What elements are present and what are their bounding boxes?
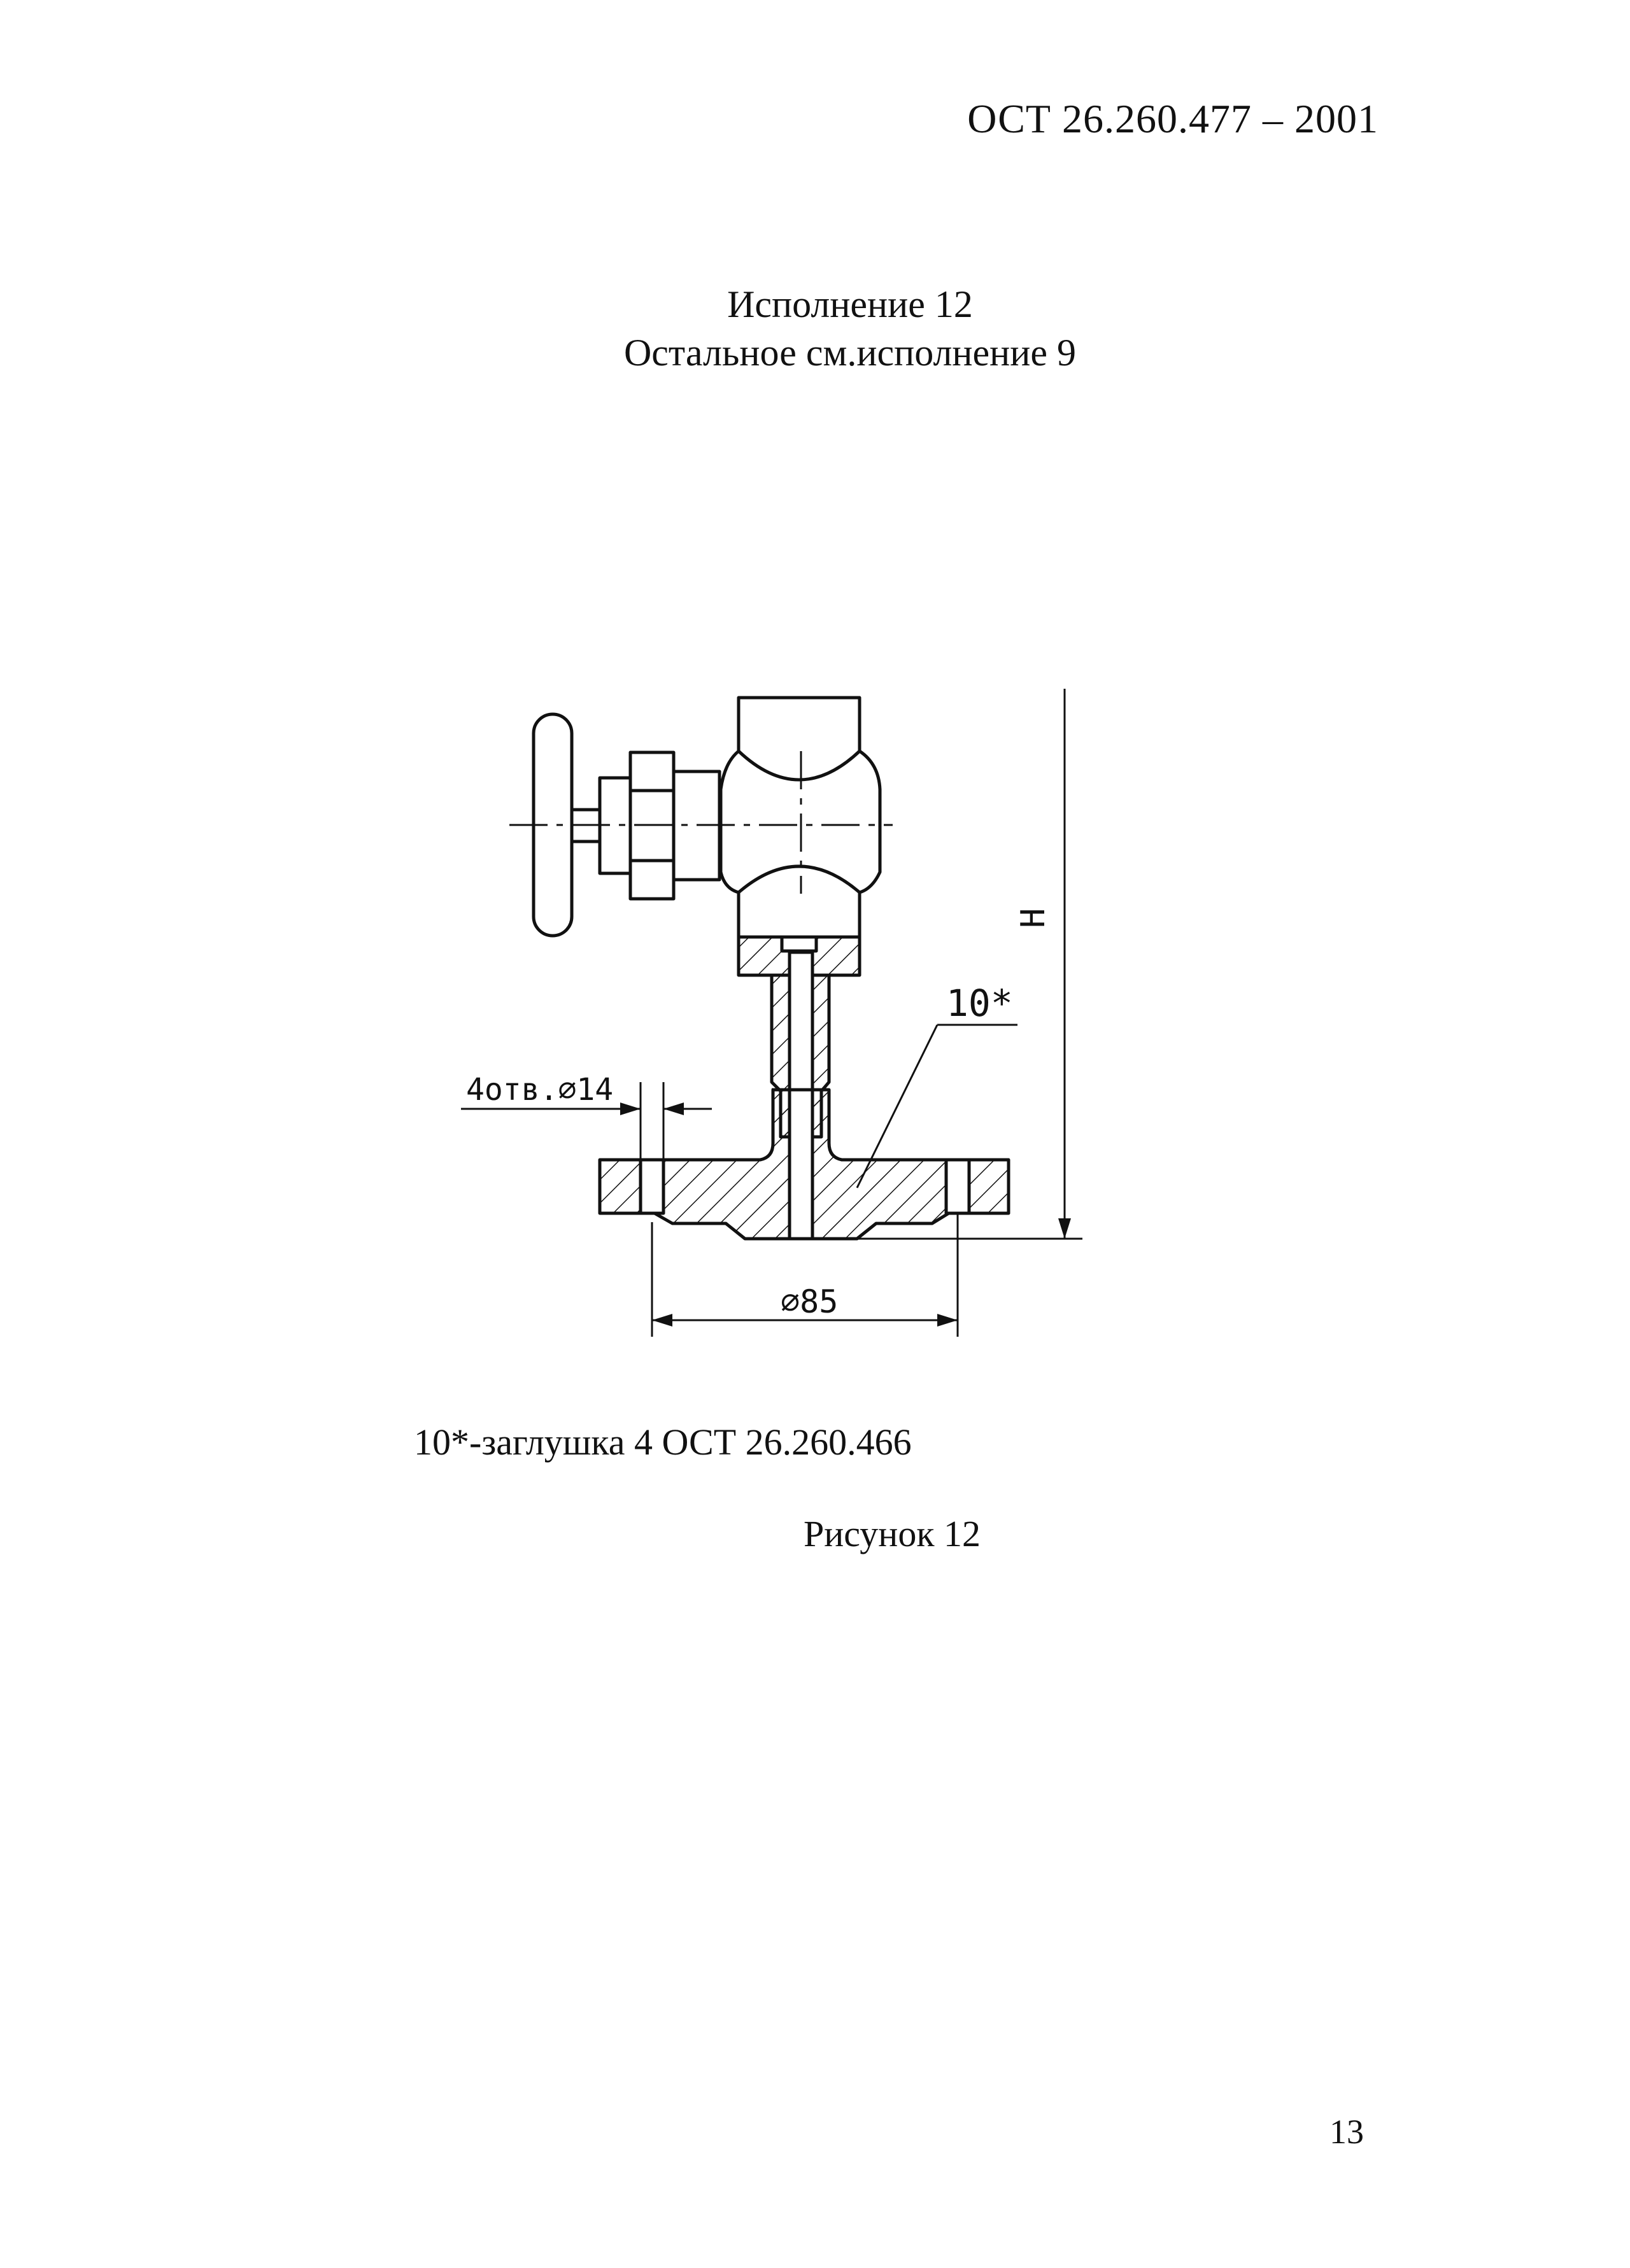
height-dimension-label: H bbox=[1014, 908, 1052, 928]
bolt-hole-left bbox=[641, 1160, 663, 1213]
diameter-dimension-label: ∅85 bbox=[781, 1283, 839, 1320]
document-code: ОСТ 26.260.477 – 2001 bbox=[967, 96, 1378, 141]
title-line-1: Исполнение 12 bbox=[727, 283, 973, 325]
part-note: 10*-заглушка 4 ОСТ 26.260.466 bbox=[414, 1421, 912, 1463]
bolt-hole-right bbox=[946, 1160, 969, 1213]
holes-dimension-label: 4отв.∅14 bbox=[466, 1072, 614, 1108]
title-line-2: Остальное см.исполнение 9 bbox=[623, 332, 1077, 374]
figure-caption: Рисунок 12 bbox=[804, 1513, 981, 1554]
page-number: 13 bbox=[1329, 2113, 1364, 2151]
callout-label: 10* bbox=[946, 982, 1013, 1025]
